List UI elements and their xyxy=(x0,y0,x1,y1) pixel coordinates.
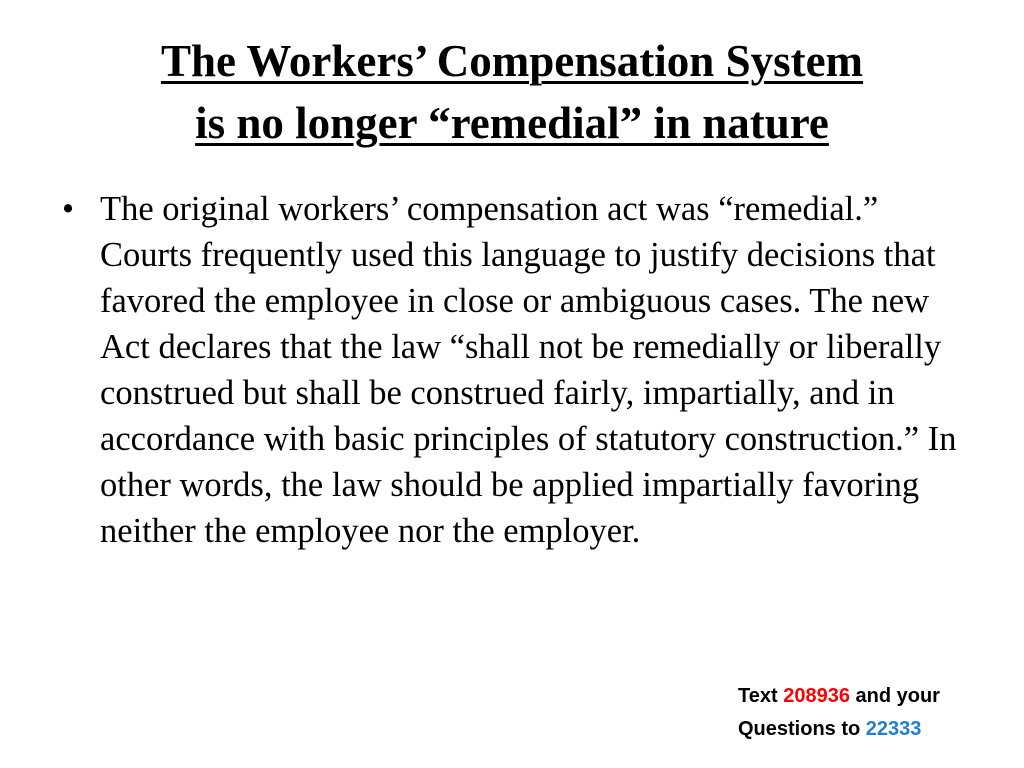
slide-title-line-2: is no longer “remedial” in nature xyxy=(195,98,829,148)
footer-number: 22333 xyxy=(865,718,922,740)
footer-line-1 xyxy=(738,680,1008,713)
footer-text-label: Text xyxy=(738,685,784,707)
bullet-list xyxy=(62,186,962,554)
bullet-text: The original workers’ compensation act was “remedial.” Courts frequently used this language to justify decisions that favored the employee in close or ambiguous cases. The new Act declares that the law “shall not be remedially or liberally construed but shall be construed fairly, impartially, and in accordance with basic principles of statutory construction.” In other words, the law should be applied impartially favoring neither the employee nor the employer. xyxy=(100,190,957,550)
footer-questions-label: Questions to xyxy=(738,718,866,740)
footer-code: 208936 xyxy=(783,685,850,707)
slide-title-line-1: The Workers’ Compensation System xyxy=(160,36,864,86)
bullet-marker: • xyxy=(62,190,75,228)
slide-title xyxy=(0,30,1024,154)
footer-and-your: and your xyxy=(849,685,940,707)
text-questions-footer xyxy=(738,680,1008,746)
footer-line-2 xyxy=(738,713,1008,746)
bullet-item xyxy=(62,186,962,554)
